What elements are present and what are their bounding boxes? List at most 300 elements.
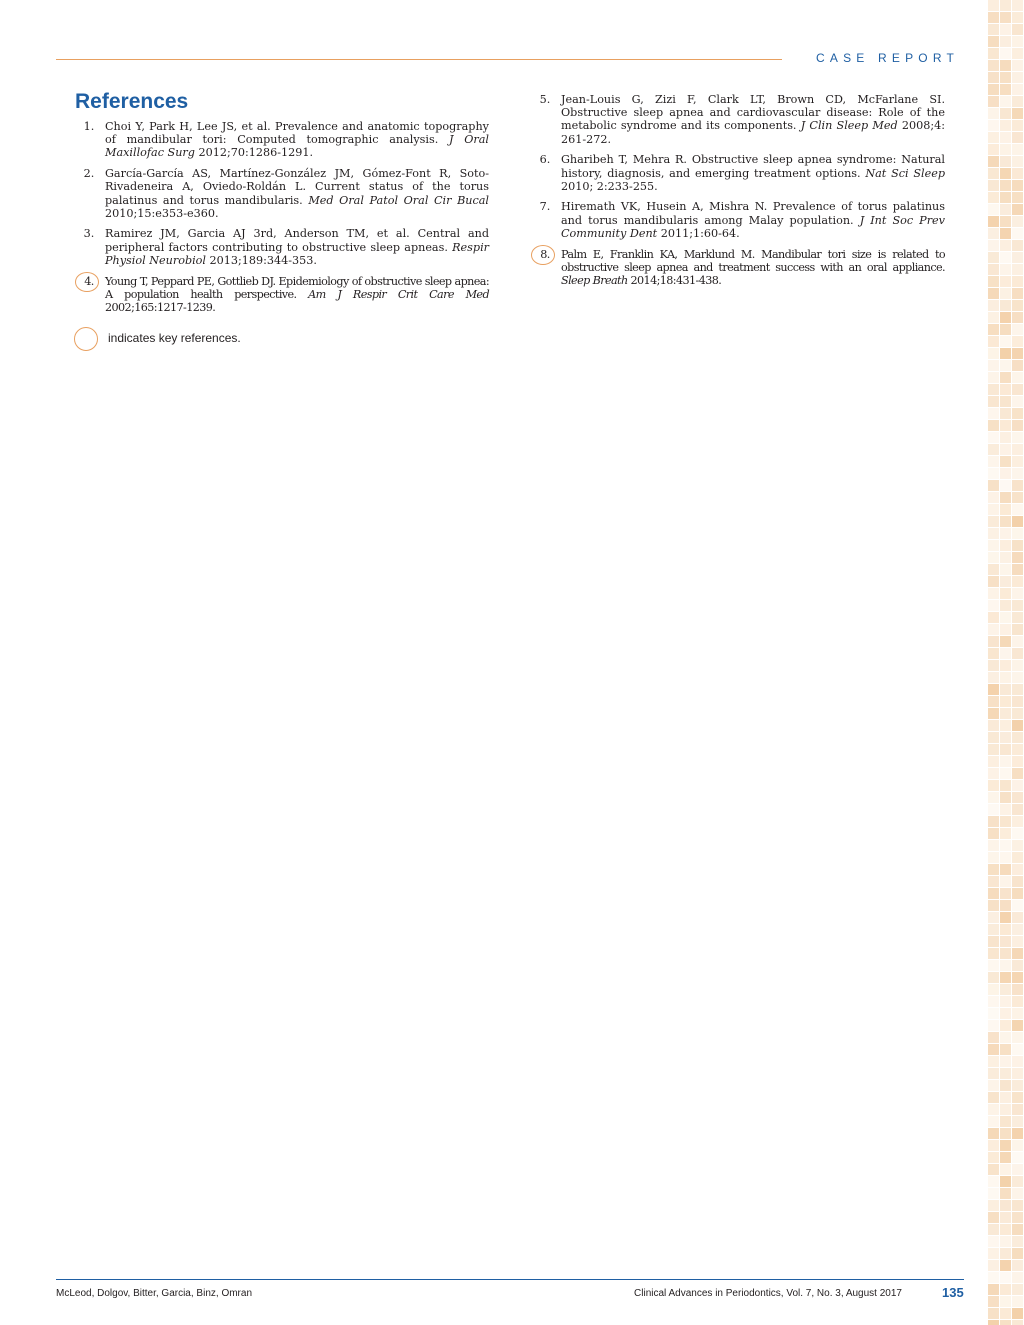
decorative-tile [1000,96,1011,107]
decorative-tile [1012,1044,1023,1055]
reference-number: 8. [534,248,556,261]
decorative-tile [1012,60,1023,71]
decorative-tile [1012,216,1023,227]
reference-text-segment: García-García AS, Martínez-González JM, Gómez-Font R, Soto-Rivadeneira A, Oviedo-Roldán L. Current status of the torus palatinus and torus mandibularis. [105,167,489,207]
decorative-tile [988,996,999,1007]
decorative-tile [1012,1320,1023,1325]
decorative-tile [1012,792,1023,803]
decorative-tile [1012,1116,1023,1127]
decorative-tile [988,864,999,875]
decorative-tile [1012,204,1023,215]
decorative-tile [988,96,999,107]
decorative-tile [1012,780,1023,791]
decorative-tile [988,372,999,383]
decorative-tile [988,1104,999,1115]
decorative-tile [1000,1260,1011,1271]
decorative-tile [1000,168,1011,179]
reference-text [561,153,945,192]
decorative-tile [988,1032,999,1043]
decorative-tile [988,624,999,635]
decorative-tile [1012,972,1023,983]
decorative-tile [988,588,999,599]
key-reference-circle-icon [74,327,98,351]
decorative-tile [1012,624,1023,635]
reference-item [534,200,945,240]
decorative-tile [1012,600,1023,611]
decorative-tile [1000,132,1011,143]
decorative-tile [988,672,999,683]
decorative-tile [988,384,999,395]
decorative-tile [1000,1248,1011,1259]
decorative-tile [1012,264,1023,275]
decorative-tile [1012,576,1023,587]
decorative-tile [1000,180,1011,191]
decorative-tile [1000,636,1011,647]
decorative-tile [1000,564,1011,575]
decorative-tile [1012,900,1023,911]
decorative-tile [988,1056,999,1067]
decorative-tile [1012,144,1023,155]
decorative-side-pattern [988,0,1024,1325]
decorative-tile [988,1092,999,1103]
decorative-tile [1000,1092,1011,1103]
decorative-tile [1000,552,1011,563]
reference-number: 6. [539,153,551,167]
decorative-tile [988,768,999,779]
decorative-tile [1012,1176,1023,1187]
reference-text [561,93,945,146]
decorative-tile [988,504,999,515]
decorative-tile [1012,648,1023,659]
decorative-tile [988,276,999,287]
decorative-tile [1012,504,1023,515]
reference-number: 5. [539,93,551,106]
decorative-tile [1012,168,1023,179]
decorative-tile [1012,1200,1023,1211]
decorative-tile [1012,408,1023,419]
decorative-tile [1012,300,1023,311]
decorative-tile [1000,1152,1011,1163]
decorative-tile [1012,564,1023,575]
decorative-tile [988,480,999,491]
journal-title: Sleep Breath [561,273,628,287]
decorative-tile [988,516,999,527]
decorative-tile [1000,1056,1011,1067]
decorative-tile [988,420,999,431]
decorative-tile [1000,1164,1011,1175]
reference-item [78,120,489,160]
decorative-tile [988,240,999,251]
decorative-tile [988,216,999,227]
decorative-tile [1012,924,1023,935]
journal-title: J Int Soc Prev Community Dent [561,213,946,240]
decorative-tile [988,156,999,167]
decorative-tile [988,1080,999,1091]
decorative-tile [1012,804,1023,815]
decorative-tile [988,120,999,131]
reference-text-segment: Gharibeh T, Mehra R. Obstructive sleep apnea syndrome: Natural history, diagnosis, and emerging treatment options. [561,153,945,180]
decorative-tile [1012,276,1023,287]
decorative-tile [1000,324,1011,335]
decorative-tile [1000,420,1011,431]
reference-item [534,93,945,146]
decorative-tile [1000,492,1011,503]
decorative-tile [988,660,999,671]
decorative-tile [1012,828,1023,839]
decorative-tile [988,492,999,503]
key-references-text: indicates key references. [108,331,241,345]
decorative-tile [988,924,999,935]
decorative-tile [988,456,999,467]
decorative-tile [1012,96,1023,107]
decorative-tile [1012,420,1023,431]
decorative-tile [1000,228,1011,239]
decorative-tile [988,816,999,827]
decorative-tile [1000,816,1011,827]
decorative-tile [1000,192,1011,203]
decorative-tile [988,180,999,191]
decorative-tile [1000,600,1011,611]
decorative-tile [1000,396,1011,407]
decorative-tile [1012,852,1023,863]
decorative-tile [988,336,999,347]
decorative-tile [1000,1200,1011,1211]
decorative-tile [988,900,999,911]
decorative-tile [988,312,999,323]
decorative-tile [1012,1224,1023,1235]
decorative-tile [988,552,999,563]
decorative-tile [988,1008,999,1019]
decorative-tile [1000,120,1011,131]
decorative-tile [988,24,999,35]
decorative-tile [1000,444,1011,455]
decorative-tile [988,252,999,263]
decorative-tile [988,696,999,707]
decorative-tile [1000,468,1011,479]
references-column-right [534,93,945,295]
decorative-tile [1000,852,1011,863]
decorative-tile [1000,1044,1011,1055]
reference-text-segment: 2012;70:1286-1291. [194,146,314,160]
decorative-tile [1012,360,1023,371]
decorative-tile [1012,180,1023,191]
decorative-tile [988,612,999,623]
decorative-tile [988,396,999,407]
reference-text [105,167,489,220]
decorative-tile [1000,612,1011,623]
reference-number: 3. [83,227,95,241]
decorative-tile [988,1188,999,1199]
decorative-tile [1000,432,1011,443]
decorative-tile [1012,384,1023,395]
reference-text-segment: 2013;189:344-353. [206,253,317,267]
decorative-tile [1012,984,1023,995]
decorative-tile [1000,876,1011,887]
decorative-tile [1000,276,1011,287]
decorative-tile [1012,912,1023,923]
decorative-tile [988,204,999,215]
decorative-tile [1000,264,1011,275]
decorative-tile [1000,24,1011,35]
decorative-tile [988,48,999,59]
decorative-tile [1012,1152,1023,1163]
decorative-tile [1000,996,1011,1007]
decorative-tile [1012,1164,1023,1175]
decorative-tile [1000,1176,1011,1187]
decorative-tile [1012,132,1023,143]
decorative-tile [988,1248,999,1259]
decorative-tile [1000,696,1011,707]
reference-text [105,275,489,314]
decorative-tile [1012,324,1023,335]
decorative-tile [988,936,999,947]
decorative-tile [1012,192,1023,203]
decorative-tile [1000,708,1011,719]
decorative-tile [1012,1272,1023,1283]
decorative-tile [988,324,999,335]
decorative-tile [1012,948,1023,959]
references-column-left [78,120,489,322]
decorative-tile [1012,1032,1023,1043]
decorative-tile [1000,372,1011,383]
decorative-tile [988,528,999,539]
decorative-tile [1012,672,1023,683]
decorative-tile [1012,708,1023,719]
page-number: 135 [942,1285,964,1300]
decorative-tile [1000,1308,1011,1319]
decorative-tile [1000,216,1011,227]
decorative-tile [988,756,999,767]
decorative-tile [988,1176,999,1187]
decorative-tile [1000,144,1011,155]
decorative-tile [1000,1224,1011,1235]
decorative-tile [1000,792,1011,803]
reference-text-segment: 2010; 2:233-255. [561,179,658,193]
decorative-tile [1012,888,1023,899]
decorative-tile [1012,228,1023,239]
decorative-tile [1000,1104,1011,1115]
decorative-tile [1012,444,1023,455]
decorative-tile [1000,300,1011,311]
decorative-tile [1012,312,1023,323]
decorative-tile [988,1164,999,1175]
decorative-tile [1000,1236,1011,1247]
decorative-tile [988,72,999,83]
decorative-tile [988,780,999,791]
decorative-tile [1000,480,1011,491]
decorative-tile [1000,240,1011,251]
decorative-tile [1000,204,1011,215]
decorative-tile [1012,288,1023,299]
reference-number: 4. [78,275,100,288]
decorative-tile [988,744,999,755]
decorative-tile [1012,1248,1023,1259]
decorative-tile [1000,948,1011,959]
decorative-tile [1000,72,1011,83]
decorative-tile [1012,660,1023,671]
journal-title: Med Oral Patol Oral Cir Bucal [308,193,490,207]
footer-citation: Clinical Advances in Periodontics, Vol. 7, No. 3, August 2017 [634,1288,902,1299]
reference-item [78,227,489,267]
decorative-tile [988,1296,999,1307]
reference-item [78,167,489,220]
decorative-tile [1000,864,1011,875]
decorative-tile [988,1320,999,1325]
decorative-tile [988,12,999,23]
decorative-tile [1012,936,1023,947]
decorative-tile [1012,468,1023,479]
decorative-tile [1012,456,1023,467]
decorative-tile [1012,1212,1023,1223]
decorative-tile [1000,1020,1011,1031]
decorative-tile [1000,780,1011,791]
decorative-tile [1012,1080,1023,1091]
decorative-tile [1000,360,1011,371]
decorative-tile [988,468,999,479]
decorative-tile [988,0,999,11]
decorative-tile [988,540,999,551]
decorative-tile [988,636,999,647]
decorative-tile [988,1224,999,1235]
reference-text-segment: Ramirez JM, Garcia AJ 3rd, Anderson TM, et al. Central and peripheral factors contributing to obstructive sleep apneas. [105,227,489,254]
decorative-tile [1012,348,1023,359]
decorative-tile [1012,372,1023,383]
decorative-tile [988,228,999,239]
decorative-tile [1000,828,1011,839]
decorative-tile [1000,528,1011,539]
reference-number: 1. [83,120,95,133]
decorative-tile [1000,288,1011,299]
decorative-tile [1000,108,1011,119]
decorative-tile [1012,516,1023,527]
decorative-tile [1000,768,1011,779]
decorative-tile [988,888,999,899]
reference-number: 2. [83,167,95,181]
decorative-tile [988,984,999,995]
journal-title: J Clin Sleep Med [800,119,898,133]
decorative-tile [1012,1092,1023,1103]
decorative-tile [988,828,999,839]
decorative-tile [988,60,999,71]
decorative-tile [1012,12,1023,23]
decorative-tile [1000,1296,1011,1307]
decorative-tile [988,1236,999,1247]
decorative-tile [1000,348,1011,359]
decorative-tile [1000,1008,1011,1019]
decorative-tile [1000,660,1011,671]
journal-title: Am J Respir Crit Care Med [308,287,490,301]
decorative-tile [988,408,999,419]
decorative-tile [1000,1068,1011,1079]
decorative-tile [1012,612,1023,623]
decorative-tile [1012,1308,1023,1319]
decorative-tile [1012,540,1023,551]
reference-text-segment: 2011;1:60-64. [657,226,740,240]
decorative-tile [988,720,999,731]
decorative-tile [1000,972,1011,983]
decorative-tile [1012,996,1023,1007]
reference-item [534,248,945,288]
decorative-tile [988,432,999,443]
decorative-tile [1000,60,1011,71]
decorative-tile [1000,1188,1011,1199]
decorative-tile [1000,1140,1011,1151]
decorative-tile [988,708,999,719]
decorative-tile [988,192,999,203]
decorative-tile [988,1272,999,1283]
decorative-tile [1000,888,1011,899]
decorative-tile [1012,840,1023,851]
footer-rule [56,1279,964,1280]
decorative-tile [1012,1068,1023,1079]
decorative-tile [1012,36,1023,47]
decorative-tile [1012,1104,1023,1115]
decorative-tile [988,1152,999,1163]
decorative-tile [1000,1212,1011,1223]
decorative-tile [1000,1320,1011,1325]
decorative-tile [1012,336,1023,347]
decorative-tile [988,264,999,275]
decorative-tile [1000,720,1011,731]
decorative-tile [1012,768,1023,779]
decorative-tile [1000,36,1011,47]
reference-number: 7. [539,200,551,214]
decorative-tile [1012,0,1023,11]
decorative-tile [988,684,999,695]
decorative-tile [988,132,999,143]
decorative-tile [988,1020,999,1031]
footer-authors: McLeod, Dolgov, Bitter, Garcia, Binz, Omran [56,1288,253,1299]
decorative-tile [1000,336,1011,347]
decorative-tile [1000,12,1011,23]
decorative-tile [1000,540,1011,551]
decorative-tile [988,300,999,311]
decorative-tile [1000,312,1011,323]
decorative-tile [1012,732,1023,743]
decorative-tile [1012,864,1023,875]
reference-text [105,227,489,266]
decorative-tile [1000,252,1011,263]
decorative-tile [1000,804,1011,815]
reference-item [534,153,945,193]
decorative-tile [988,108,999,119]
decorative-tile [1000,900,1011,911]
decorative-tile [988,1212,999,1223]
decorative-tile [1000,924,1011,935]
journal-title: J Oral Maxillofac Surg [105,133,489,160]
header-rule [56,59,782,60]
reference-text-segment: Choi Y, Park H, Lee JS, et al. Prevalence and anatomic topography of mandibular tori: Computed tomographic analysis. [105,120,489,147]
decorative-tile [988,732,999,743]
decorative-tile [1000,684,1011,695]
decorative-tile [1000,516,1011,527]
decorative-tile [988,1260,999,1271]
decorative-tile [1012,1008,1023,1019]
decorative-tile [988,1128,999,1139]
decorative-tile [1012,636,1023,647]
decorative-tile [1012,1296,1023,1307]
decorative-tile [1012,816,1023,827]
section-label: CASE REPORT [816,51,959,65]
reference-text-segment: Jean-Louis G, Zizi F, Clark LT, Brown CD, McFarlane SI. Obstructive sleep apnea and cardiovascular disease: Role of the metabolic syndrome and its components. [561,93,945,133]
decorative-tile [1000,1080,1011,1091]
decorative-tile [988,1308,999,1319]
decorative-tile [1012,684,1023,695]
decorative-tile [988,804,999,815]
decorative-tile [1012,744,1023,755]
decorative-tile [1012,72,1023,83]
decorative-tile [988,1116,999,1127]
